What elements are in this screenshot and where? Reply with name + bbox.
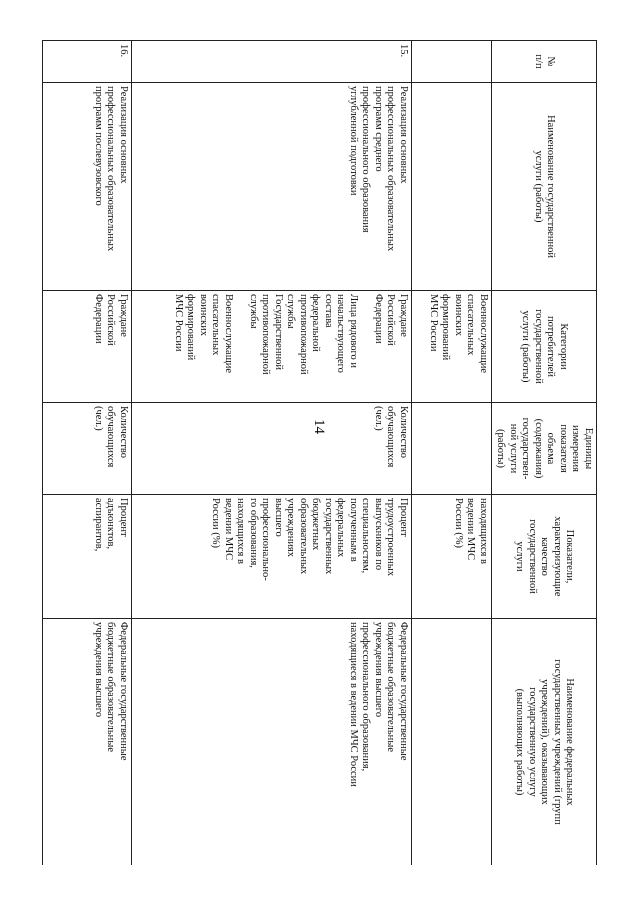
row-0-consumers: Военнослужащие спасательных воинских формирований МЧС России xyxy=(412,291,492,403)
row-0-quality: находящихся в ведении МЧС России (%) xyxy=(412,495,492,619)
table-row xyxy=(132,41,412,866)
row-1-num: 15. xyxy=(132,41,412,83)
row-0-institutions xyxy=(412,619,492,866)
table-row xyxy=(43,41,132,866)
header-consumers: Категории потребителей государственной услуги (работы) xyxy=(492,291,597,403)
row-2-service: Реализация основных профессиональных образовательных программ послевузовского xyxy=(43,83,132,291)
page-number: 14 xyxy=(311,419,327,434)
row-2-quality: Процент адъюнктов, аспирантов, xyxy=(43,495,132,619)
row-1-quality: Процент трудоустроенных выпускников по специальностям, полученным в федеральных государственных бюджетных образовательных учреждениях высшего профессионально- го образования, находящихся в ведении МЧС России (%) xyxy=(132,495,412,619)
row-0-service xyxy=(412,83,492,291)
row-2-institutions: Федеральные государственные бюджетные образовательные учреждения высшего xyxy=(43,619,132,866)
table-frame xyxy=(42,40,597,865)
header-quality: Показатели, характеризующие качество государственной услуги xyxy=(492,495,597,619)
row-2-consumers: Граждане Российской Федерации xyxy=(43,291,132,403)
header-num: № п/п xyxy=(492,41,597,83)
rotated-table-wrapper xyxy=(42,40,597,865)
row-2-num: 16. xyxy=(43,41,132,83)
header-units: Единицы измерения показателя объема (содержания) государствен- ной услуги (работы) xyxy=(492,403,597,495)
services-table xyxy=(42,40,597,865)
header-service: Наименование государственной услуги (работы) xyxy=(492,83,597,291)
row-1-institutions: Федеральные государственные бюджетные образовательные учреждения высшего профессионального образования, находящиеся в ведении МЧС России xyxy=(132,619,412,866)
row-2-units: Количество обучающихся (чел.) xyxy=(43,403,132,495)
header-institutions: Наименование федеральных государственных учреждений (групп учреждений), оказывающих государственную услугу (выполняющих работы) xyxy=(492,619,597,866)
row-0-units xyxy=(412,403,492,495)
row-1-service: Реализация основных профессиональных образовательных программ среднего профессионального образования углубленной подготовки xyxy=(132,83,412,291)
header-row xyxy=(492,41,597,866)
row-1-units: Количество обучающихся (чел.) xyxy=(132,403,412,495)
table-row xyxy=(412,41,492,866)
row-0-num xyxy=(412,41,492,83)
row-1-consumers: Граждане Российской Федерации Лица рядового и начальствующего состава федеральной противопожарной службы Государственной противопожарной службы Военнослужащие спасательных воинских формирований МЧС России xyxy=(132,291,412,403)
